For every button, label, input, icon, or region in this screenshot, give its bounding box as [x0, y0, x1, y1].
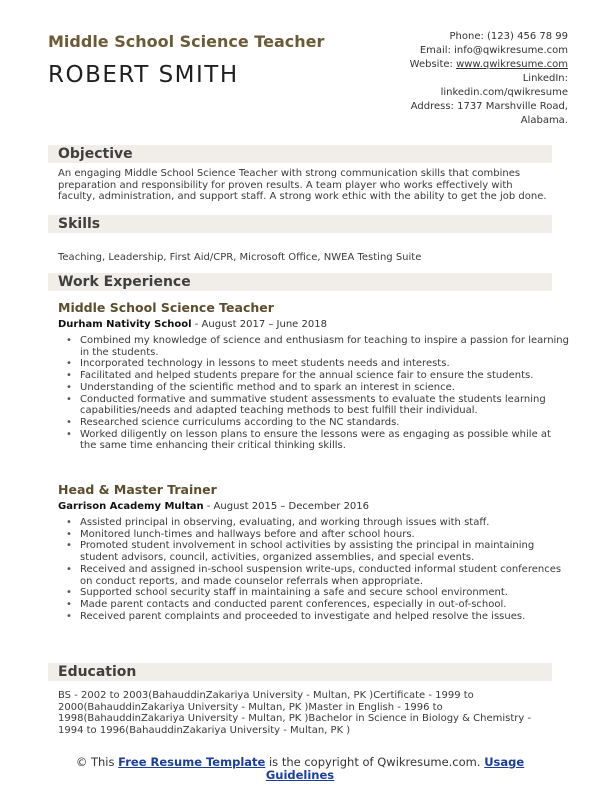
job-title: Middle School Science Teacher — [48, 32, 325, 51]
list-item: • Supported school security staff in maintaining a safe and secure school environment. — [80, 587, 570, 599]
website-link[interactable]: www.qwikresume.com — [456, 59, 568, 70]
copyright-footer — [48, 756, 552, 782]
contact-email: Email: info@qwikresume.com — [419, 45, 568, 56]
skills-section-heading — [48, 215, 552, 233]
contact-block — [410, 30, 568, 128]
objective-heading: Objective — [58, 146, 133, 162]
work-heading: Work Experience — [58, 274, 191, 290]
footer-prefix: © This — [75, 755, 119, 769]
job-2-company: Garrison Academy Multan — [58, 501, 204, 512]
person-name: ROBERT SMITH — [48, 62, 239, 88]
contact-linkedin-label: LinkedIn: — [522, 73, 568, 84]
education-text: BS - 2002 to 2003(BahauddinZakariya University - Multan, PK )Certificate - 1999 to 2000(BahauddinZakariya University - Multan, PK )Master in English - 1996 to 1998(BahauddinZakariya University - Multan, PK )Bachelor in Science in Biology & Chemistry - 1994 to 1996(BahauddinZakariya University - Multan, PK ) — [58, 690, 532, 736]
education-heading: Education — [58, 664, 137, 680]
list-item: • Conducted formative and summative student assessments to evaluate the students learning capabilities/needs and adapted teaching methods to best fulfill their individual. — [80, 394, 570, 417]
objective-text: An engaging Middle School Science Teacher with strong communication skills that combines preparation and responsibility for proven results. A team player who works effectively with faculty, administration, and support staff. A strong work ethic with the ability to get the job done. — [58, 168, 547, 202]
usage-guidelines-link[interactable]: Usage Guidelines — [265, 755, 525, 782]
contact-linkedin: linkedin.com/qwikresume — [440, 87, 568, 98]
list-item: • Received and assigned in-school suspension write-ups, conducted informal student conferences on conduct reports, and made counselor referrals when appropriate. — [80, 564, 570, 587]
job-1-dates: - August 2017 – June 2018 — [191, 319, 327, 330]
website-label: Website: — [409, 59, 457, 70]
contact-address-line2: Alabama. — [520, 115, 568, 126]
skills-text: Teaching, Leadership, First Aid/CPR, Microsoft Office, NWEA Testing Suite — [58, 252, 422, 263]
job-1-title: Middle School Science Teacher — [58, 300, 274, 315]
free-resume-template-link[interactable]: Free Resume Template — [118, 755, 266, 769]
job-2-org — [58, 501, 369, 512]
work-section-heading — [48, 273, 552, 291]
job-2-bullets — [58, 517, 570, 622]
job-2-dates: - August 2015 – December 2016 — [203, 501, 370, 512]
list-item: • Promoted student involvement in school activities by assisting the principal in maintaining student advisors, council, activities, organized assemblies, and special events. — [80, 540, 570, 563]
list-item: • Monitored lunch-times and hallways before and after school hours. — [80, 529, 570, 541]
job-1-org — [58, 319, 327, 330]
resume-header — [48, 30, 568, 130]
list-item: • Understanding of the scientific method and to spark an interest in science. — [80, 382, 570, 394]
education-section-heading — [48, 663, 552, 681]
skills-heading: Skills — [58, 216, 101, 232]
list-item: • Assisted principal in observing, evaluating, and working through issues with staff. — [80, 517, 570, 529]
objective-section-heading — [48, 145, 552, 163]
list-item: • Worked diligently on lesson plans to ensure the lessons were as engaging as possible while at the same time enhancing their critical thinking skills. — [80, 429, 570, 452]
list-item: • Researched science curriculums according to the NC standards. — [80, 417, 570, 429]
list-item: • Made parent contacts and conducted parent conferences, especially in out-of-school. — [80, 599, 570, 611]
list-item: • Received parent complaints and proceeded to investigate and helped resolve the issues. — [80, 611, 570, 623]
job-2-title: Head & Master Trainer — [58, 482, 217, 497]
job-1-bullets — [58, 335, 570, 452]
list-item: • Combined my knowledge of science and enthusiasm for teaching to inspire a passion for learning in the students. — [80, 335, 570, 358]
contact-website — [410, 58, 568, 72]
contact-address-line1: Address: 1737 Marshville Road, — [410, 101, 568, 112]
list-item: • Facilitated and helped students prepare for the annual science fair to ensure the students. — [80, 370, 570, 382]
list-item: • Incorporated technology in lessons to meet students needs and interests. — [80, 358, 570, 370]
footer-middle: is the copyright of Qwikresume.com. — [265, 755, 485, 769]
contact-phone: Phone: (123) 456 78 99 — [449, 31, 568, 42]
job-1-company: Durham Nativity School — [58, 319, 192, 330]
